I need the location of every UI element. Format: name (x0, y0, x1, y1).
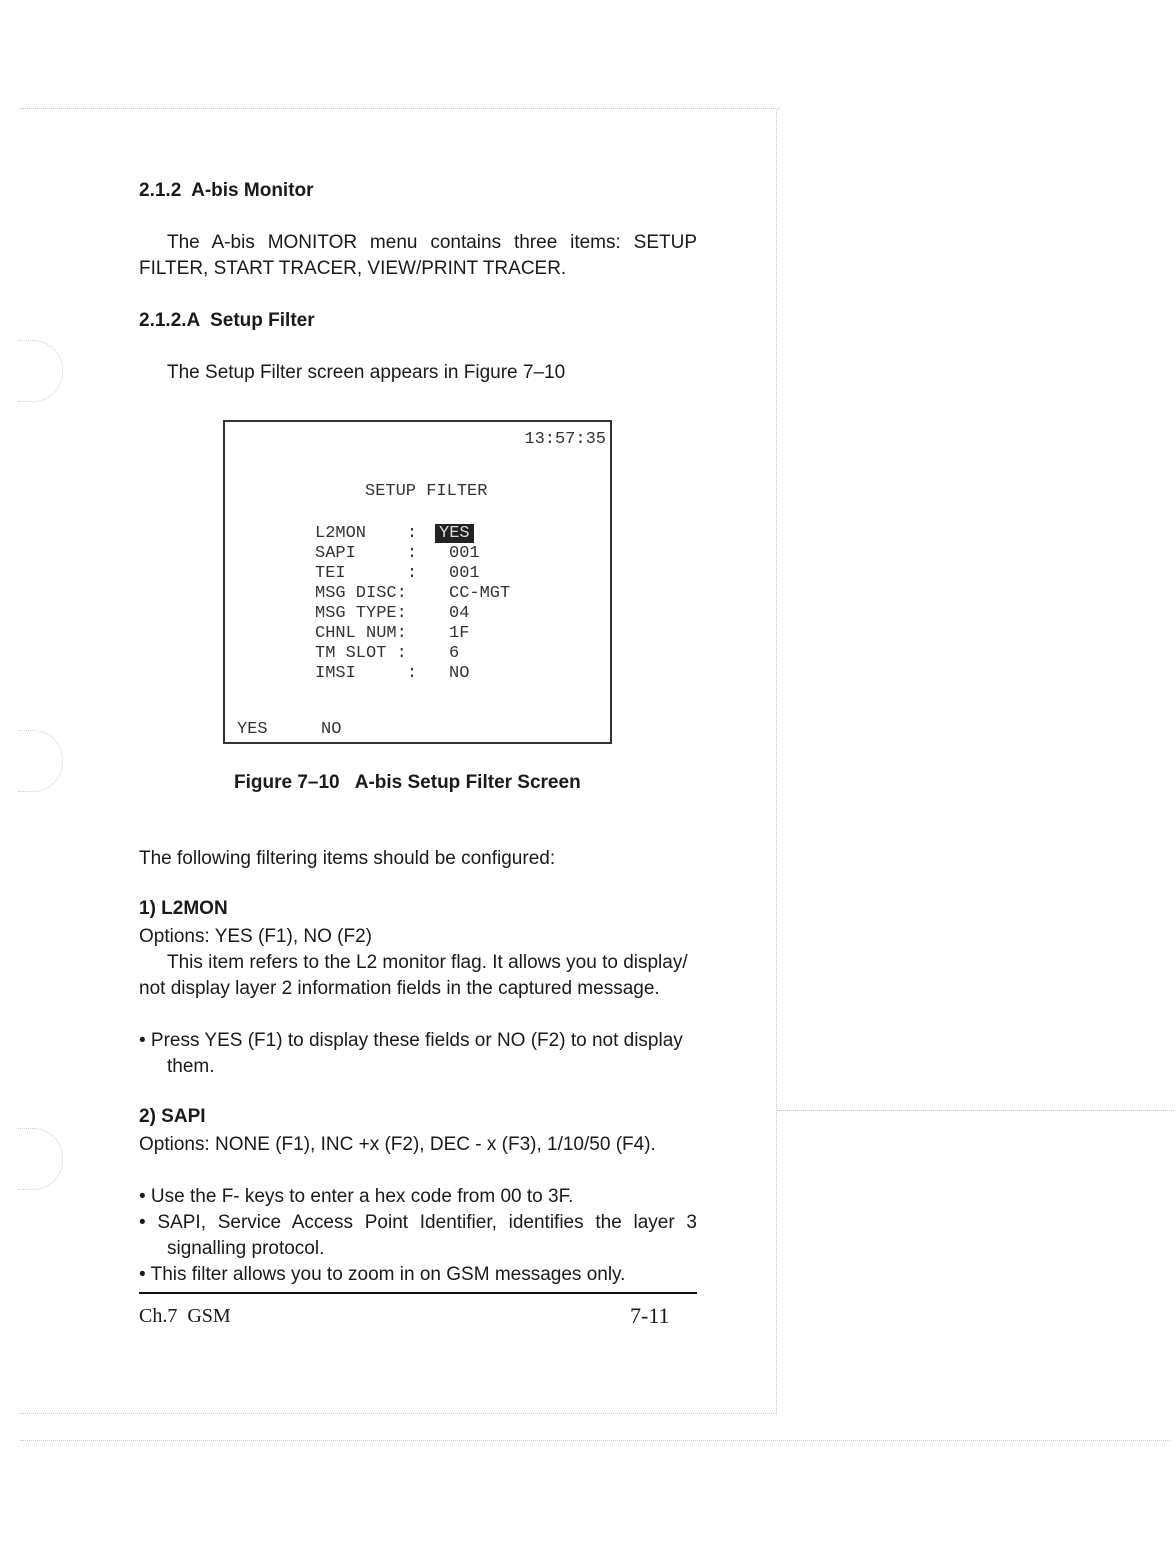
l2mon-options: Options: YES (F1), NO (F2) (139, 926, 372, 947)
section-heading: 2.1.2 A-bis Monitor (139, 180, 314, 201)
softkey-f2-no[interactable]: NO (321, 720, 342, 739)
row-label-msg-type: MSG TYPE: (315, 604, 407, 623)
screen-time: 13:57:35 (524, 430, 606, 449)
subsection-intro: The Setup Filter screen appears in Figure 7–10 (167, 362, 566, 383)
punch-hole-1 (18, 340, 63, 402)
footer-chapter: Ch.7 GSM (139, 1305, 231, 1327)
l2mon-desc-line2: not display layer 2 information fields in the captured message. (139, 978, 660, 999)
l2mon-heading: 1) L2MON (139, 898, 228, 919)
scan-border-bottom-2 (20, 1440, 1170, 1441)
subsection-heading: 2.1.2.A Setup Filter (139, 310, 315, 331)
row-label-l2mon: L2MON : (315, 524, 418, 543)
punch-hole-3 (18, 1128, 63, 1190)
row-value-tm-slot: 6 (449, 644, 460, 663)
figure-caption: Figure 7–10 A-bis Setup Filter Screen (234, 772, 581, 793)
configure-intro: The following filtering items should be configured: (139, 848, 556, 869)
sapi-bullet2-line1: • SAPI, Service Access Point Identifier, identifies the layer 3 (139, 1212, 697, 1233)
scan-border-right (776, 110, 777, 1415)
row-label-chnl-num: CHNL NUM: (315, 624, 407, 643)
row-label-tm-slot: TM SLOT : (315, 644, 407, 663)
footer-page-number: 7-11 (630, 1303, 670, 1328)
row-label-imsi: IMSI : (315, 664, 418, 683)
scan-border-bottom (20, 1413, 776, 1414)
l2mon-bullet-line1: • Press YES (F1) to display these fields or NO (F2) to not display (139, 1030, 683, 1051)
setup-filter-screen (223, 420, 612, 744)
sapi-heading: 2) SAPI (139, 1106, 206, 1127)
sapi-bullet1: • Use the F- keys to enter a hex code from 00 to 3F. (139, 1186, 574, 1207)
row-value-msg-type: 04 (449, 604, 470, 623)
punch-hole-2 (18, 730, 63, 792)
row-label-msg-disc: MSG DISC: (315, 584, 407, 603)
scan-mark-right (776, 1110, 1174, 1111)
section-intro-line1: The A-bis MONITOR menu contains three items: SETUP (167, 232, 697, 253)
sapi-options: Options: NONE (F1), INC +x (F2), DEC - x (F3), 1/10/50 (F4). (139, 1134, 656, 1155)
section-intro-line2: FILTER, START TRACER, VIEW/PRINT TRACER. (139, 258, 567, 279)
screen-title: SETUP FILTER (365, 482, 488, 501)
row-value-tei: 001 (449, 564, 480, 583)
l2mon-desc-line1: This item refers to the L2 monitor flag. It allows you to display/ (167, 952, 688, 973)
row-label-tei: TEI : (315, 564, 418, 583)
footer-rule (139, 1292, 697, 1294)
softkey-f1-yes[interactable]: YES (237, 720, 268, 739)
sapi-bullet2-line2: signalling protocol. (167, 1238, 325, 1259)
l2mon-selected-value: YES (435, 524, 474, 543)
row-value-imsi: NO (449, 664, 470, 683)
l2mon-bullet-line2: them. (167, 1056, 215, 1077)
row-value-msg-disc: CC-MGT (449, 584, 511, 603)
row-value-sapi: 001 (449, 544, 480, 563)
row-value-chnl-num: 1F (449, 624, 470, 643)
row-value-l2mon (435, 524, 474, 544)
scan-border-top (20, 108, 780, 109)
sapi-bullet3: • This filter allows you to zoom in on GSM messages only. (139, 1264, 626, 1285)
row-label-sapi: SAPI : (315, 544, 418, 563)
